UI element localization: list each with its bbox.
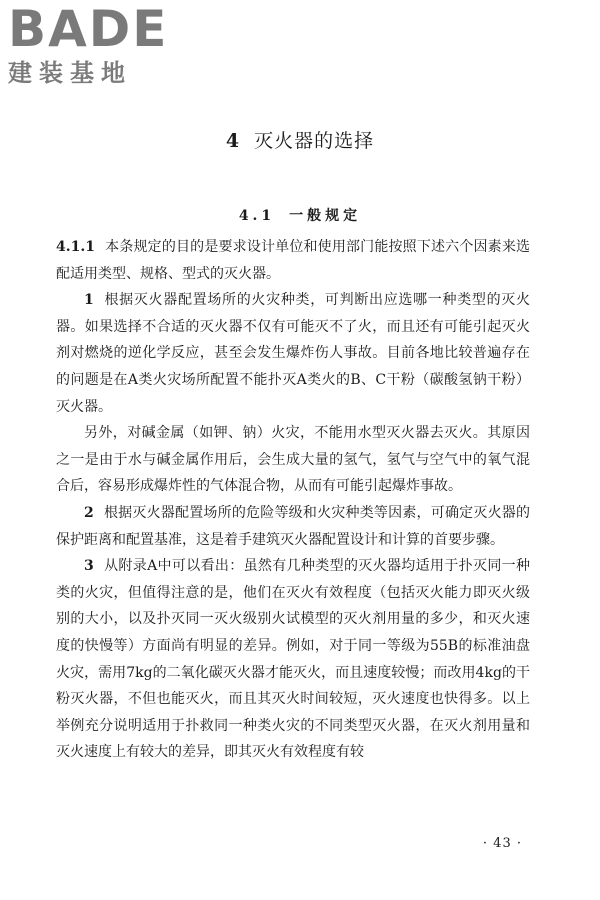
logo-brand: BADE	[8, 0, 169, 58]
section-title	[0, 205, 600, 225]
clause-text: 本条规定的目的是要求设计单位和使用部门能按照下述六个因素来选配适用类型、规格、型式的灭火器。	[56, 239, 530, 282]
item-paragraph	[56, 420, 530, 500]
item-paragraph	[56, 553, 530, 766]
item-paragraph	[56, 500, 530, 553]
clause-paragraph	[56, 234, 530, 287]
body-text	[56, 234, 530, 766]
chapter-title	[0, 126, 600, 153]
item-number: 1	[84, 292, 94, 309]
page-number: · 43 ·	[482, 836, 522, 851]
item-paragraph	[56, 287, 530, 420]
chapter-number: 4	[225, 130, 241, 152]
section-number: 4.1	[238, 208, 276, 224]
item-number: 3	[84, 558, 94, 575]
item-text: 根据灭火器配置场所的火灾种类，可判断出应选哪一种类型的灭火器。如果选择不合适的灭火器不仅有可能灭不了火，而且还有可能引起灭火剂对燃烧的逆化学反应，甚至会发生爆炸伤人事故。目前各地比较普遍存在的问题是在A类火灾场所配置不能扑灭A类火的B、C干粉（碳酸氢钠干粉）灭火器。	[56, 292, 530, 415]
clause-number: 4.1.1	[56, 239, 95, 255]
chapter-title-text: 灭火器的选择	[254, 130, 375, 152]
item-number: 2	[84, 504, 94, 521]
item-text: 根据灭火器配置场所的危险等级和火灾种类等因素，可确定灭火器的保护距离和配置基准，这是着手建筑灭火器配置设计和计算的首要步骤。	[56, 504, 530, 548]
item-text: 另外，对碱金属（如钾、钠）火灾，不能用水型灭火器去灭火。其原因之一是由于水与碱金属作用后，会生成大量的氢气，氢气与空气中的氧气混合后，容易形成爆炸性的气体混合物，从而有可能引起爆炸事故。	[56, 425, 530, 495]
publisher-logo	[8, 0, 178, 94]
section-title-text: 一般规定	[289, 208, 362, 224]
item-text: 从附录A中可以看出：虽然有几种类型的灭火器均适用于扑灭同一种类的火灾，但值得注意的是，他们在灭火有效程度（包括灭火能力即灭火级别的大小，以及扑灭同一灭火级别火试模型的灭火剂用量的多少，和灭火速度的快慢等）方面尚有明显的差异。例如，对于同一等级为55B的标准油盘火灾，需用7kg的二氧化碳灭火器才能灭火，而且速度较慢；而改用4kg的干粉灭火器，不但也能灭火，而且其灭火时间较短，灭火速度也快得多。以上举例充分说明适用于扑救同一种类火灾的不同类型灭火器，在灭火剂用量和灭火速度上有较大的差异，即其灭火有效程度有较	[56, 558, 530, 761]
logo-subtitle: 建装基地	[8, 59, 132, 87]
